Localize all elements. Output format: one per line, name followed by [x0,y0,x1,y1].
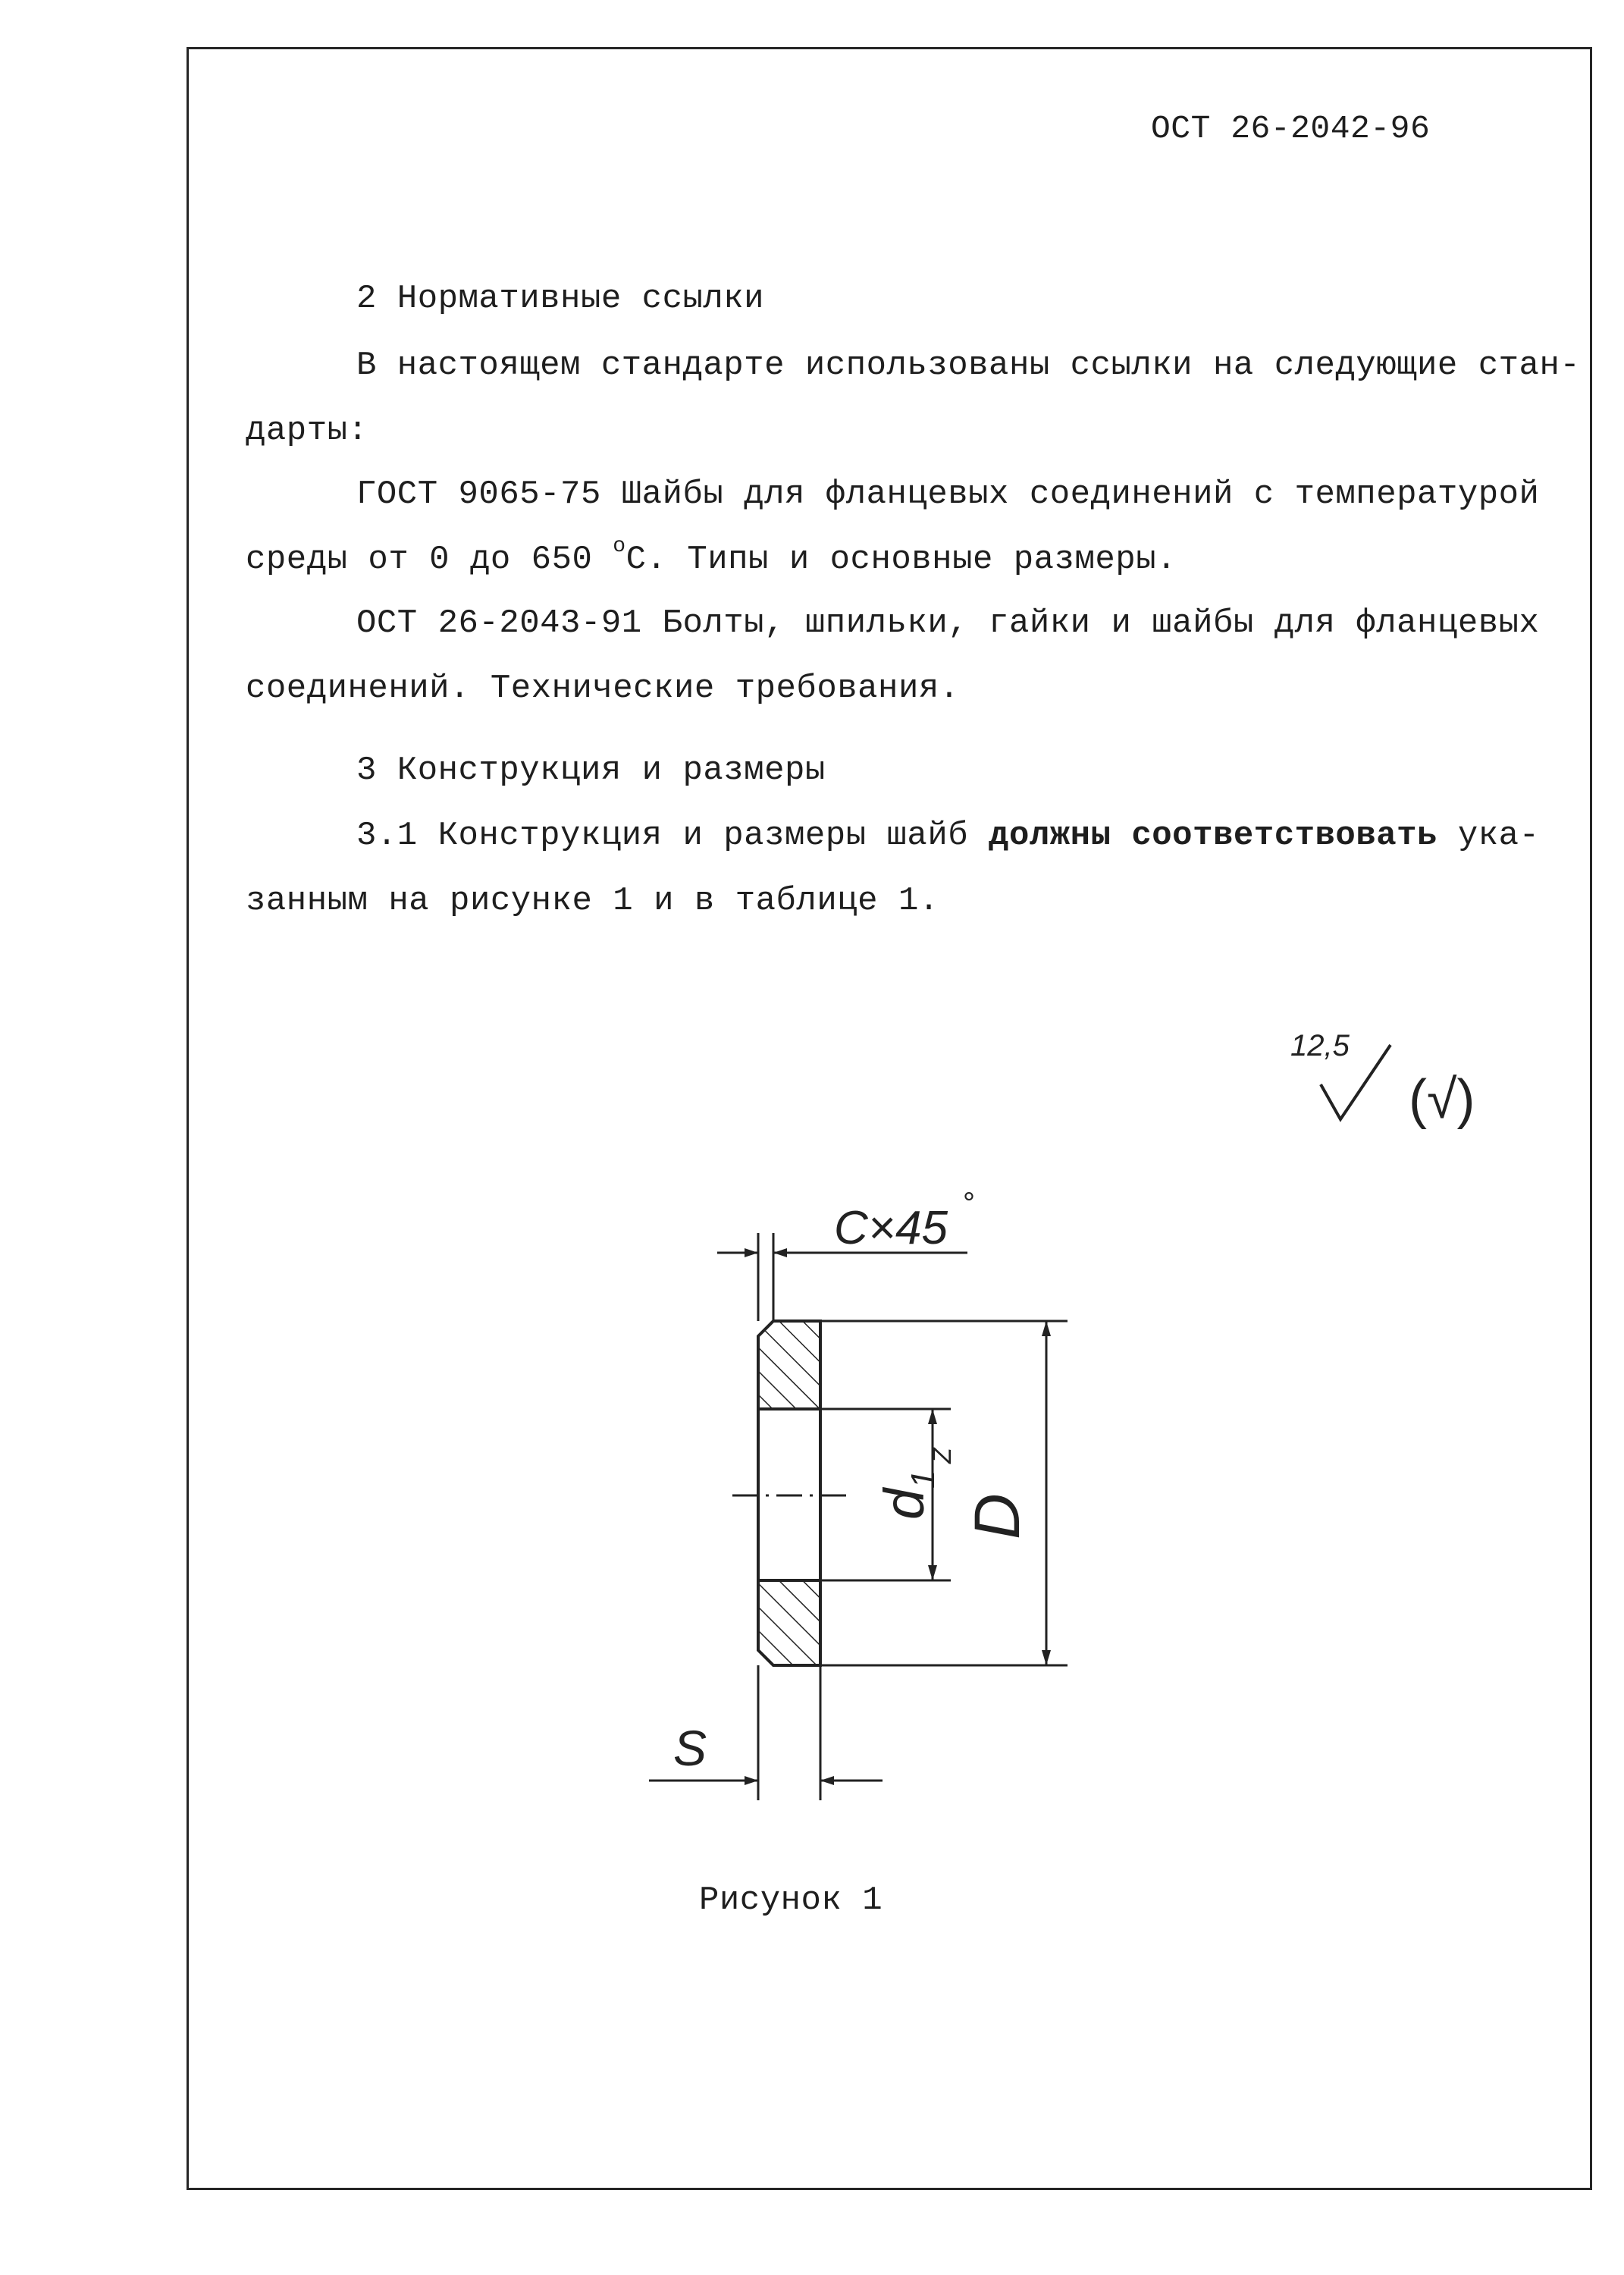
tolerance-mark: Z [928,1448,957,1464]
figure-caption: Рисунок 1 [699,1881,883,1919]
d1-inner-label: d1 [873,1470,942,1520]
roughness-value: 12,5 [1290,1029,1350,1062]
washer-section [758,1321,820,1665]
reference-gost-line-1: ГОСТ 9065-75 Шайбы для фланцевых соединений с температурой [356,475,1540,513]
section-3-1-line-2: занным на рисунке 1 и в таблице 1. [246,882,939,920]
s-thickness-label: S [673,1720,707,1776]
d-outer-dimension [820,1321,1068,1665]
washer-upper-section [758,1321,820,1409]
roughness-general-mark: (√) [1409,1069,1475,1130]
section-2-intro-line-1: В настоящем стандарте использованы ссылки на следующие стан- [356,347,1581,384]
section-2-heading: 2 Нормативные ссылки [356,280,765,318]
reference-ost-line-2: соединений. Технические требования. [246,670,960,708]
chamfer-label: C×45 [834,1202,948,1254]
d-outer-label: D [961,1493,1033,1539]
roughness-symbol [1290,1029,1390,1119]
washer-lower-section [758,1580,820,1665]
section-2-intro-line-2: дарты: [246,412,368,450]
section-3-heading: 3 Конструкция и размеры [356,752,826,789]
reference-ost-line-1: ОСТ 26-2043-91 Болты, шпильки, гайки и шайбы для фланцевых [356,604,1540,642]
reference-gost-line-2: среды от 0 до 650 $^о$С. Типы и основные размеры. [246,535,1177,579]
section-3-1-line-1: 3.1 Конструкция и размеры шайб должны соответствовать ука- [356,817,1540,855]
chamfer-degree: ° [963,1187,975,1220]
document-code: ОСТ 26-2042-96 [1151,110,1431,147]
